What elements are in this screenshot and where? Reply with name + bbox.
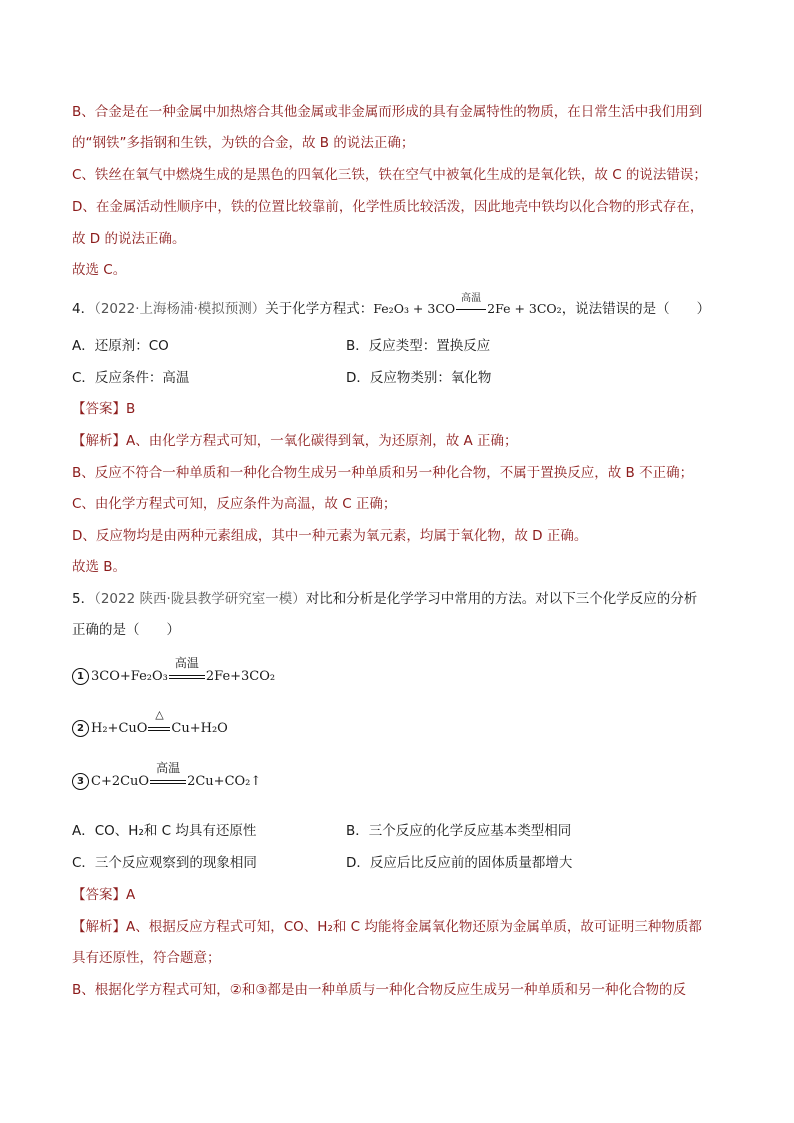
answer-value: A: [126, 887, 136, 903]
equation-1: 1 3CO+Fe₂O₃ 高温 2Fe+3CO₂: [72, 668, 275, 685]
stem-suffix: ，说法错误的是（ ）: [561, 301, 711, 317]
text-line: 故选 C。: [72, 262, 127, 278]
option-d: D．反应物类别：氧化物: [346, 370, 492, 386]
analysis-line: B、根据化学方程式可知，②和③都是由一种单质与一种化合物反应生成另一种单质和另一种化合物的反: [72, 982, 686, 998]
option-d: D．反应后比反应前的固体质量都增大: [346, 855, 573, 871]
reaction-condition: 高温: [150, 774, 186, 789]
option-b: B．反应类型：置换反应: [346, 338, 491, 354]
analysis-line: 具有还原性，符合题意；: [72, 950, 221, 966]
answer-tag: 【答案】: [72, 887, 126, 903]
text-line: 故 D 的说法正确。: [72, 231, 186, 247]
reaction-condition: 高温: [169, 669, 205, 684]
circled-number: 3: [72, 773, 89, 790]
equation-right: 2Fe + 3CO₂: [487, 301, 562, 316]
option-a: A．CO、H₂和 C 均具有还原性: [72, 823, 257, 839]
reaction-condition: 高温: [456, 299, 486, 319]
option-a: A．还原剂：CO: [72, 338, 169, 354]
option-c: C．反应条件：高温: [72, 370, 190, 386]
question-number: 5．: [72, 591, 95, 607]
option-c: C．三个反应观察到的现象相同: [72, 855, 257, 871]
question-source: （2022·上海杨浦·模拟预测）: [94, 301, 266, 317]
circled-number: 2: [72, 720, 89, 737]
text-line: D、在金属活动性顺序中，铁的位置比较靠前，化学性质比较活泼，因此地壳中铁均以化合物的形式存在，: [72, 199, 704, 215]
analysis-line: C、由化学方程式可知，反应条件为高温，故 C 正确；: [72, 496, 397, 512]
analysis-line: 【解析】A、由化学方程式可知，一氧化碳得到氧，为还原剂，故 A 正确；: [72, 433, 518, 449]
question-5-stem-cont: 正确的是（ ）: [72, 622, 180, 638]
analysis-tag: 【解析】: [72, 919, 126, 935]
analysis-tag: 【解析】: [72, 433, 126, 449]
equation-2: 2 H₂+CuO △ Cu+H₂O: [72, 720, 228, 737]
equation-3: 3 C+2CuO 高温 2Cu+CO₂↑: [72, 773, 261, 790]
answer-line: [72, 885, 135, 905]
answer-value: B: [126, 401, 136, 417]
circled-number: 1: [72, 668, 89, 685]
question-number: 4．: [72, 301, 95, 317]
answer-line: [72, 399, 135, 419]
answer-tag: 【答案】: [72, 401, 126, 417]
analysis-line: B、反应不符合一种单质和一种化合物生成另一种单质和另一种化合物，不属于置换反应，故 B 不正确；: [72, 465, 694, 481]
question-4-stem: [72, 293, 711, 319]
text-line: 的“钢铁”多指钢和生铁，为铁的合金，故 B 的说法正确；: [72, 135, 415, 151]
stem-prefix: 关于化学方程式：: [265, 301, 374, 317]
text-line: B、合金是在一种金属中加热熔合其他金属或非金属而形成的具有金属特性的物质，在日常生活中我们用到: [72, 104, 703, 120]
equation-left: Fe₂O₃ + 3CO: [373, 301, 456, 316]
reaction-condition: △: [148, 721, 170, 736]
analysis-line: D、反应物均是由两种元素组成，其中一种元素为氧元素，均属于氧化物，故 D 正确。: [72, 528, 588, 544]
question-5-stem: 5．（2022 陕西·陇县教学研究室一模）对比和分析是化学学习中常用的方法。对以下三个化学反应的分析: [72, 591, 698, 607]
text-line: C、铁丝在氧气中燃烧生成的是黑色的四氧化三铁，铁在空气中被氧化生成的是氧化铁，故 C 的说法错误；: [72, 167, 707, 183]
choose-line: 故选 B。: [72, 559, 127, 575]
analysis-line: 【解析】A、根据反应方程式可知，CO、H₂和 C 均能将金属氧化物还原为金属单质，故可证明三种物质都: [72, 919, 702, 935]
option-b: B．三个反应的化学反应基本类型相同: [346, 823, 572, 839]
question-source: （2022 陕西·陇县教学研究室一模）: [94, 591, 306, 607]
